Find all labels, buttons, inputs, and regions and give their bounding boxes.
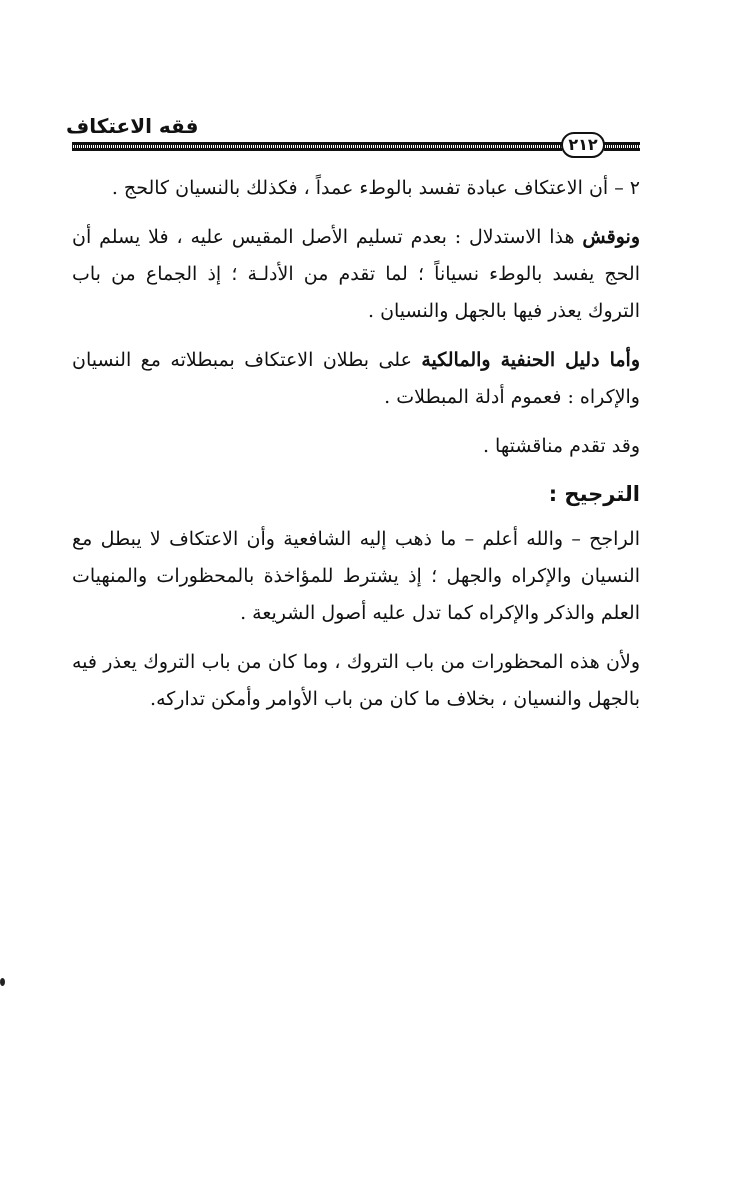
page-number: ٢١٢ — [561, 132, 605, 158]
tarjih-heading: الترجيح : — [548, 482, 640, 506]
scan-speck — [0, 978, 5, 986]
tarjih-paragraph-2: ولأن هذه المحظورات من باب التروك ، وما كان من باب التروك يعذر فيه بالجهل والنسيان ، بخلاف ما كان من باب الأوامر وأمكن تداركه. — [72, 651, 640, 710]
rebuttal-text: هذا الاستدلال : بعدم تسليم الأصل المقيس عليه ، فلا يسلم أن الحج يفسد بالوطء نسياناً ؛ لما تقدم من الأدلـة ؛ إذ الجماع من باب التروك يعذر فيها بالجهل والنسيان . — [72, 226, 640, 322]
main-text — [72, 170, 640, 730]
rebuttal-paragraph — [72, 219, 640, 330]
hanafi-lead: وأما دليل الحنفية والمالكية — [421, 349, 640, 371]
hanafi-text: على بطلان الاعتكاف بمبطلاته مع النسيان والإكراه : فعموم أدلة المبطلات . — [72, 349, 640, 408]
rebuttal-lead: ونوقش — [582, 226, 640, 248]
point-2: ٢ – أن الاعتكاف عبادة تفسد بالوطء عمداً ، فكذلك بالنسيان كالحج . — [111, 177, 640, 199]
already-discussed: وقد تقدم مناقشتها . — [482, 435, 640, 457]
hanafi-paragraph — [72, 342, 640, 416]
running-title: فقه الاعتكاف — [66, 114, 199, 138]
header-rule-end — [604, 142, 640, 151]
header-rule — [72, 142, 562, 151]
tarjih-paragraph-1: الراجح – والله أعلم – ما ذهب إليه الشافعية وأن الاعتكاف لا يبطل مع النسيان والإكراه والجهل ؛ إذ يشترط للمؤاخذة بالمحظورات والمنهيات العلم والذكر والإكراه كما تدل عليه أصول الشريعة . — [72, 528, 640, 624]
